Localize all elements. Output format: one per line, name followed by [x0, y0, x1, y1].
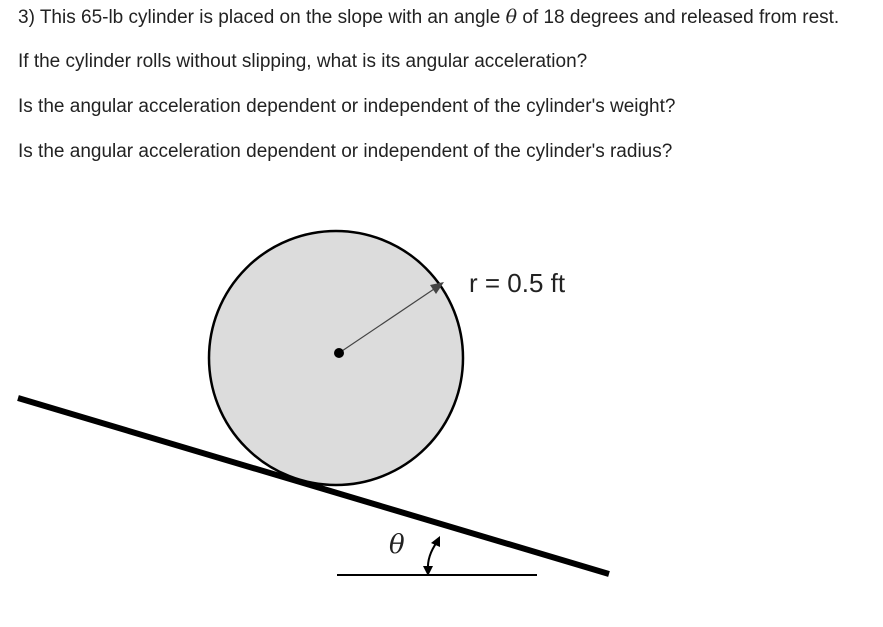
question-line-1-prefix: 3) This 65-lb cylinder is placed on the slope with an angle [18, 7, 501, 28]
radius-label: r = 0.5 ft [469, 268, 566, 298]
question-line-2: If the cylinder rolls without slipping, what is its angular acceleration? [18, 51, 588, 72]
angle-arc [428, 542, 437, 570]
cylinder [209, 231, 463, 485]
question-line-4: Is the angular acceleration dependent or independent of the cylinder's radius? [18, 141, 673, 162]
question-line-3: Is the angular acceleration dependent or independent of the cylinder's weight? [18, 96, 676, 117]
angle-label: θ [389, 530, 405, 560]
center-dot [334, 348, 344, 358]
theta-symbol: θ [505, 6, 518, 28]
question-line-1-suffix: of 18 degrees and released from rest. [522, 7, 840, 28]
